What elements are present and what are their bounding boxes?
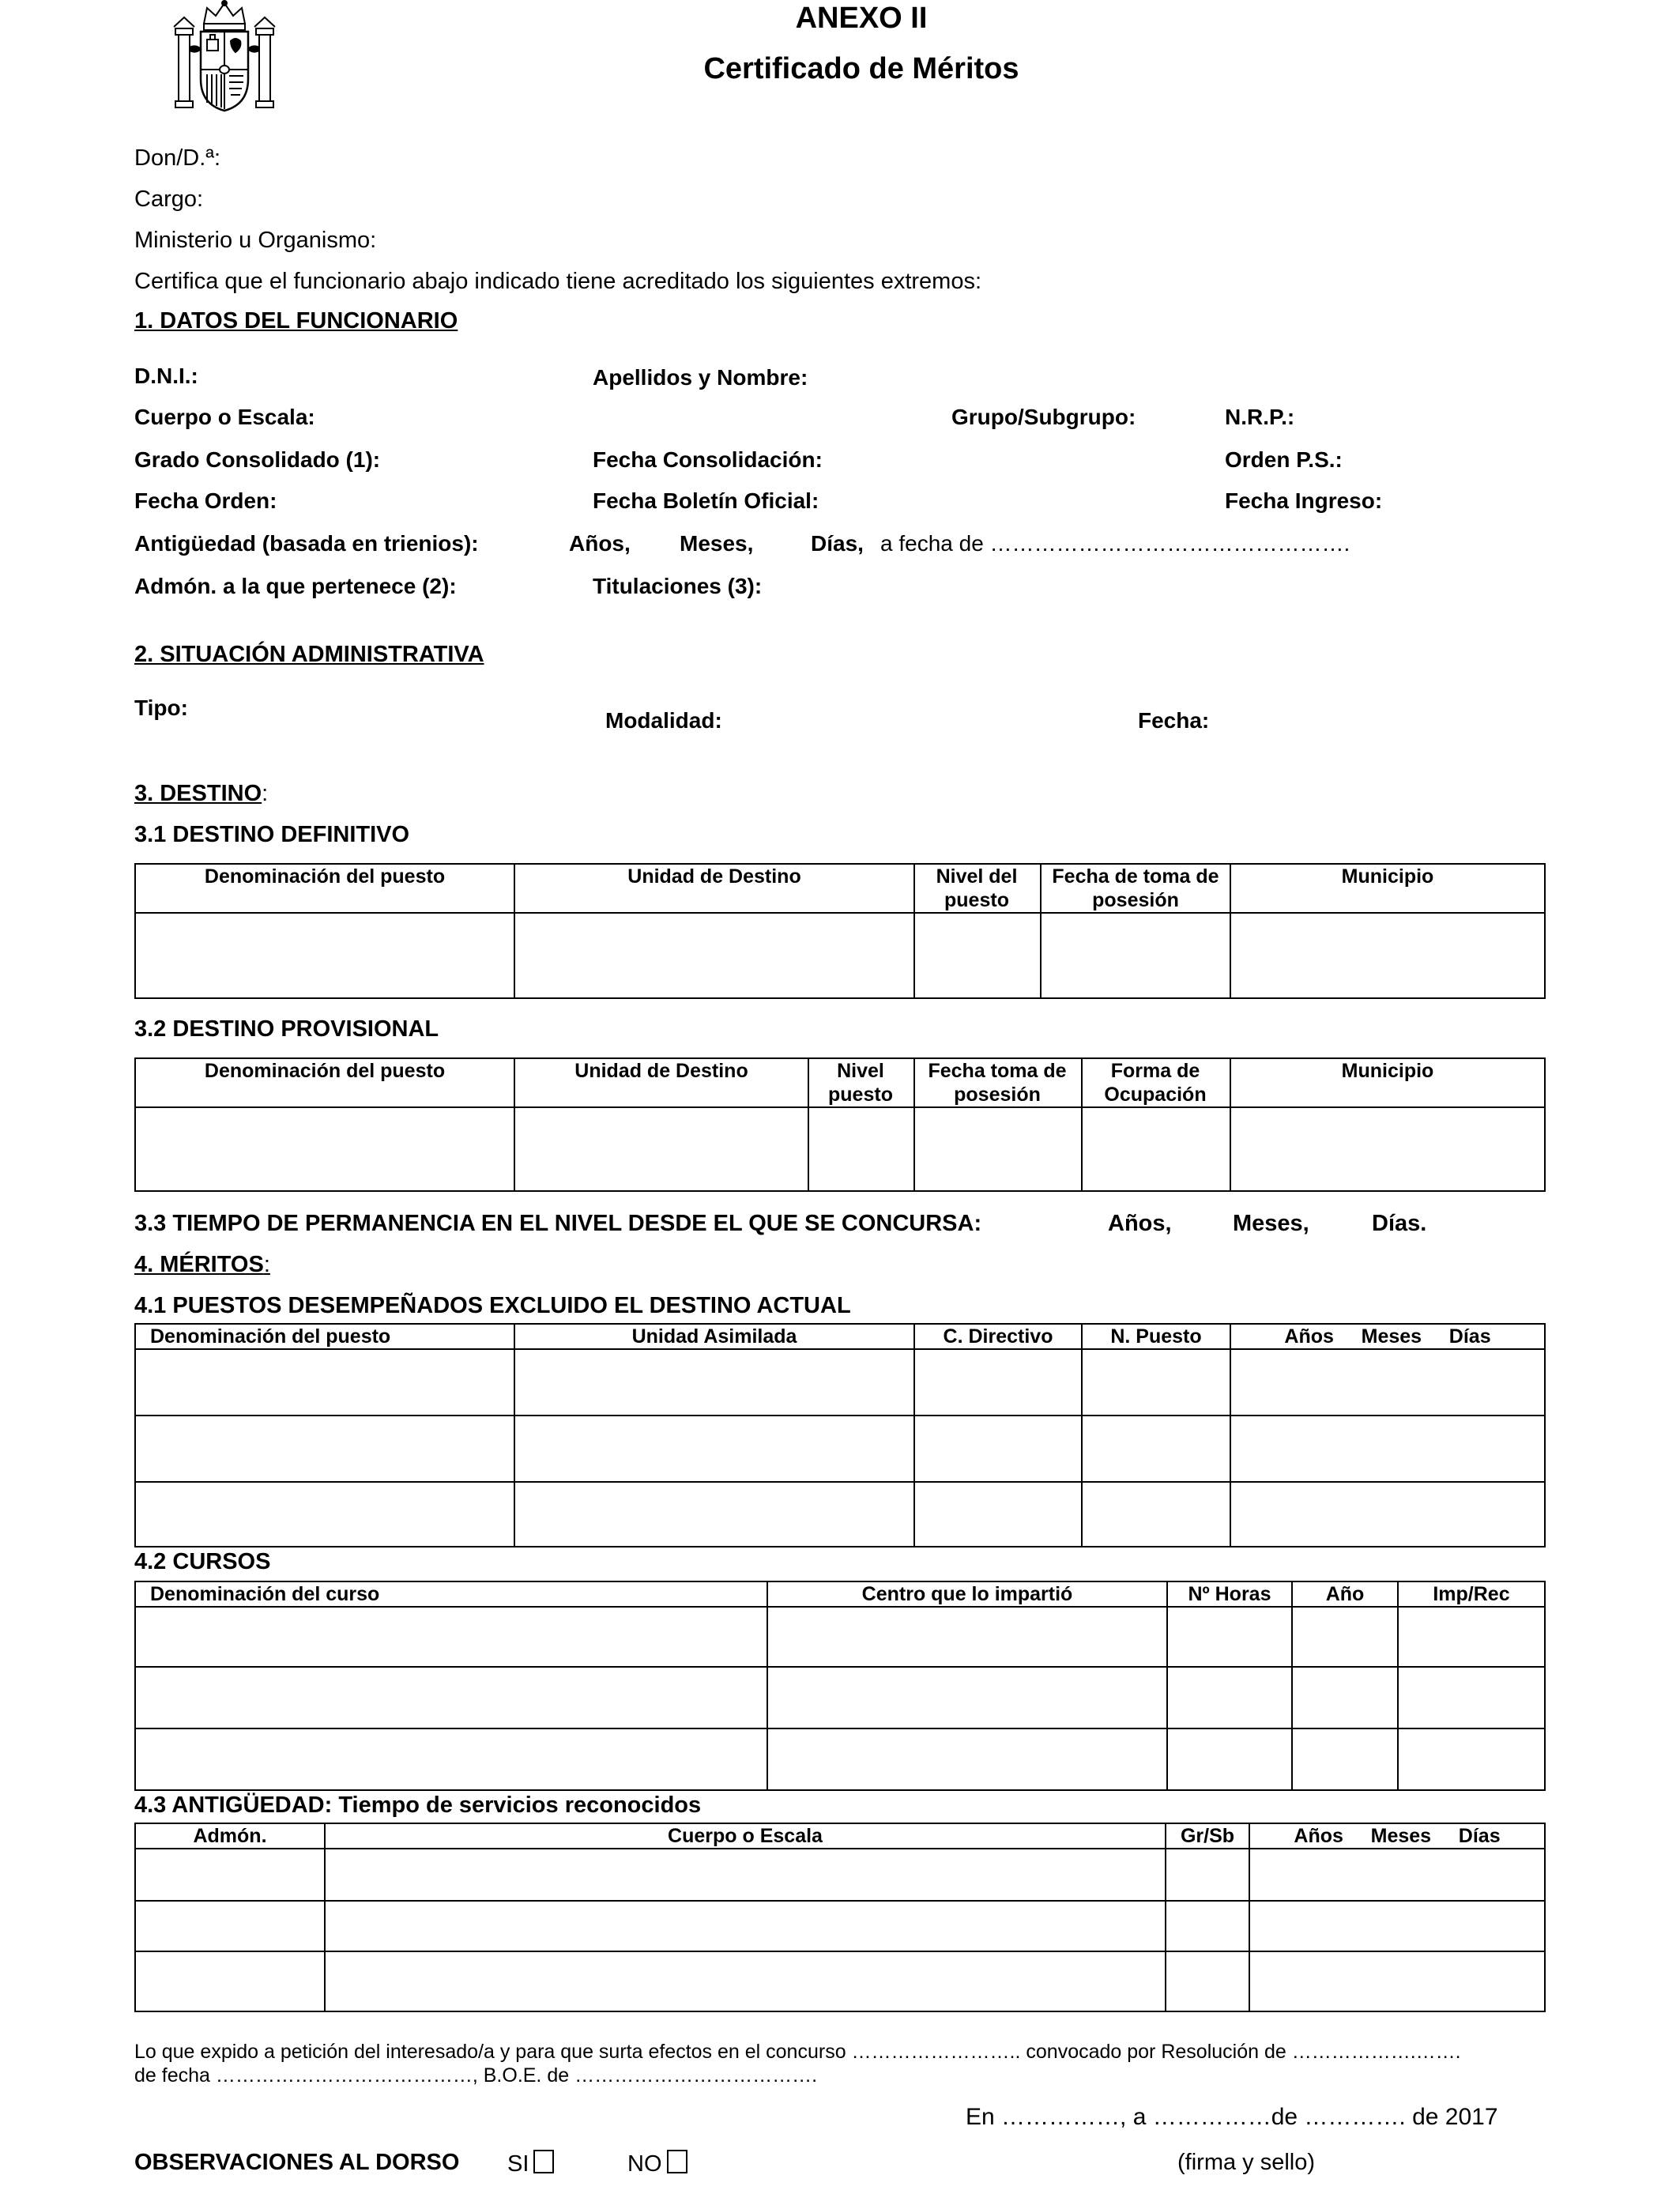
col-n-puesto: N. Puesto [1110,1325,1202,1348]
antiguedad-anos: Años, [569,531,631,556]
col-unidad-asimilada: Unidad Asimilada [631,1325,797,1348]
antiguedad-fecha: a fecha de …………………………………………. [880,531,1350,556]
don-label: Don/D.ª: [134,145,221,171]
modalidad-label: Modalidad: [605,708,722,733]
col-unidad-destino: Unidad de Destino [627,865,801,888]
expido-text-line-2: de fecha …………………………………, B.O.E. de ………………………………. [134,2064,818,2087]
section-4-heading-text: 4. MÉRITOS [134,1252,264,1277]
fecha-consolidacion-label: Fecha Consolidación: [593,447,823,472]
col-municipio: Municipio [1341,1060,1434,1082]
fecha-label: Fecha: [1138,708,1210,733]
col-denominacion-puesto: Denominación del puesto [150,1325,391,1348]
col-fecha-toma-posesion: Fecha toma de posesión [928,1060,1067,1106]
grupo-label: Grupo/Subgrupo: [951,405,1136,429]
observaciones-si [507,2150,554,2177]
cargo-label: Cargo: [134,187,204,212]
col-anos-meses-dias: Años Meses Días [1294,1825,1501,1847]
permanencia-dias: Días. [1372,1211,1427,1236]
fecha-ingreso-label: Fecha Ingreso: [1225,488,1383,513]
antiguedad-meses: Meses, [680,531,754,556]
destino-provisional-heading: 3.2 DESTINO PROVISIONAL [134,1016,439,1042]
col-fecha-toma-posesion: Fecha de toma de posesión [1052,865,1219,911]
col-centro-impartio: Centro que lo impartió [861,1583,1073,1605]
col-unidad-destino: Unidad de Destino [574,1060,748,1082]
col-denominacion-puesto: Denominación del puesto [204,865,446,888]
col-denominacion-puesto: Denominación del puesto [204,1060,446,1082]
annex-label: ANEXO II [795,2,928,35]
antiguedad-dias: Días, [811,531,864,556]
col-nivel-puesto: Nivel del puesto [936,865,1018,911]
section-4-heading [134,1252,270,1278]
col-c-directivo: C. Directivo [943,1325,1053,1348]
grado-label: Grado Consolidado (1): [134,447,381,472]
admon-label: Admón. a la que pertenece (2): [134,574,457,598]
destino-definitivo-heading: 3.1 DESTINO DEFINITIVO [134,822,410,847]
observaciones-label: OBSERVACIONES AL DORSO [134,2150,460,2175]
col-gr-sb: Gr/Sb [1180,1825,1235,1847]
section-3-heading-colon: : [262,781,269,806]
cuerpo-label: Cuerpo o Escala: [134,405,315,429]
apellidos-label: Apellidos y Nombre: [593,365,808,390]
orden-ps-label: Orden P.S.: [1225,447,1343,472]
section-4-heading-colon: : [263,1252,270,1277]
section-3-heading [134,781,268,807]
tiempo-permanencia-heading: 3.3 TIEMPO DE PERMANENCIA EN EL NIVEL DESDE EL QUE SE CONCURSA: [134,1211,982,1236]
dni-label: D.N.I.: [134,364,198,388]
tipo-label: Tipo: [134,696,188,720]
no-label: NO [627,2151,662,2177]
permanencia-meses: Meses, [1233,1211,1309,1236]
col-n-horas: Nº Horas [1188,1583,1271,1605]
certifica-text: Certifica que el funcionario abajo indicado tiene acreditado los siguientes extremos: [134,269,982,294]
puestos-desempenados-heading: 4.1 PUESTOS DESEMPEÑADOS EXCLUIDO EL DESTINO ACTUAL [134,1293,851,1318]
cursos-heading: 4.2 CURSOS [134,1549,271,1574]
nrp-label: N.R.P.: [1225,405,1295,429]
col-denominacion-curso: Denominación del curso [150,1583,380,1605]
section-3-heading-text: 3. DESTINO [134,781,262,806]
coat-of-arms-emblem [172,0,277,114]
col-ano: Año [1325,1583,1365,1605]
ministerio-label: Ministerio u Organismo: [134,228,377,253]
antiguedad-heading: 4.3 ANTIGÜEDAD: Tiempo de servicios reconocidos [134,1793,702,1818]
antiguedad-label: Antigüedad (basada en trienios): [134,531,479,556]
expido-text-line-1: Lo que expido a petición del interesado/a y para que surta efectos en el concurso …………………….. convocado por Resolución de ……………….……. [134,2041,1461,2063]
col-forma-ocupacion: Forma de Ocupación [1104,1060,1207,1106]
col-admon: Admón. [193,1825,267,1847]
fecha-boletin-label: Fecha Boletín Oficial: [593,488,819,513]
observaciones-no [627,2150,687,2177]
document-title: Certificado de Méritos [703,52,1019,85]
no-checkbox[interactable] [667,2150,687,2173]
section-1-heading: 1. DATOS DEL FUNCIONARIO [134,308,458,334]
si-label: SI [507,2151,529,2177]
si-checkbox[interactable] [533,2150,554,2173]
col-imp-rec: Imp/Rec [1433,1583,1510,1605]
col-cuerpo-escala: Cuerpo o Escala [668,1825,823,1847]
section-2-heading: 2. SITUACIÓN ADMINISTRATIVA [134,642,484,667]
permanencia-anos: Años, [1108,1211,1172,1236]
col-nivel-puesto: Nivel puesto [828,1060,893,1106]
titulaciones-label: Titulaciones (3): [593,574,763,598]
firma-sello-label: (firma y sello) [1177,2150,1316,2175]
col-anos-meses-dias: Años Meses Días [1284,1325,1491,1348]
fecha-orden-label: Fecha Orden: [134,488,277,513]
place-date-line: En ……………, a ……………de …………. de 2017 [966,2104,1498,2130]
col-municipio: Municipio [1341,865,1434,888]
